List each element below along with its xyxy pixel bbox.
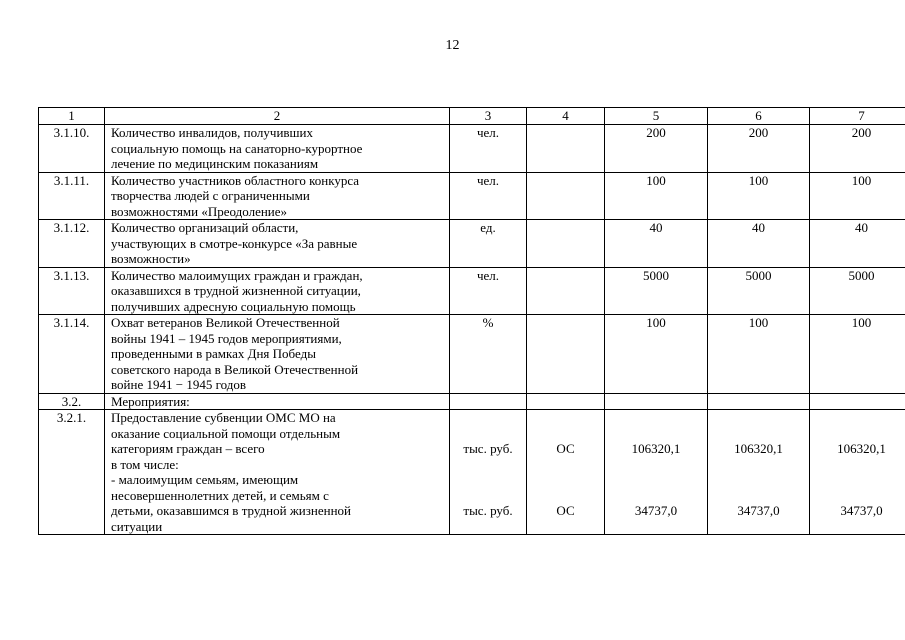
row-value-7: 5000	[810, 267, 905, 315]
row-name-line: участвующих в смотре-конкурсе «За равные	[111, 235, 358, 251]
row-value-6	[708, 410, 810, 535]
row-unit	[450, 393, 527, 410]
row-source	[527, 267, 605, 315]
row-value-7: 200	[810, 125, 905, 173]
row-number: 3.1.14.	[39, 315, 105, 394]
table-header-row	[39, 108, 905, 125]
column-header: 1	[39, 108, 105, 125]
total-value-5: 106320,1	[631, 441, 681, 456]
sub-value-6: 34737,0	[737, 503, 780, 518]
row-unit	[450, 410, 527, 535]
row-number: 3.2.	[39, 393, 105, 410]
row-name	[105, 315, 450, 394]
row-name-line: в том числе:	[111, 456, 179, 472]
row-value-6	[708, 393, 810, 410]
row-name-line: Предоставление субвенции ОМС МО на	[111, 410, 336, 425]
row-source	[527, 393, 605, 410]
table-row	[39, 315, 905, 394]
table-row	[39, 267, 905, 315]
row-name-line: возможности»	[111, 251, 191, 266]
row-name-line: проведенными в рамках Дня Победы	[111, 346, 316, 361]
total-value-6: 106320,1	[734, 441, 783, 456]
row-name	[105, 172, 450, 220]
row-unit: %	[450, 315, 527, 394]
row-value-7: 100	[810, 315, 905, 394]
row-name-line: Количество организаций области,	[111, 220, 299, 235]
row-name-line: лечение по медицинским показаниям	[111, 156, 319, 171]
row-source	[527, 315, 605, 394]
row-number: 3.1.12.	[39, 220, 105, 268]
row-name-line: Охват ветеранов Великой Отечественной	[111, 315, 340, 330]
row-value-7: 40	[810, 220, 905, 268]
row-value-5	[605, 410, 708, 535]
row-name-line: Количество участников областного конкурса	[111, 172, 360, 188]
column-header: 6	[708, 108, 810, 125]
row-name-line: оказание социальной помощи отдельным	[111, 425, 341, 441]
table-row	[39, 220, 905, 268]
row-number: 3.1.10.	[39, 125, 105, 173]
column-header: 2	[105, 108, 450, 125]
row-value-7	[810, 393, 905, 410]
row-name	[105, 220, 450, 268]
row-value-5: 5000	[605, 267, 708, 315]
row-source	[527, 172, 605, 220]
row-name	[105, 393, 450, 410]
row-name-line: творчества людей с ограниченными	[111, 188, 310, 203]
row-name-line: - малоимущим семьям, имеющим	[111, 472, 299, 487]
row-name-line: получивших адресную социальную помощь	[111, 298, 356, 314]
row-name-line: категориям граждан – всего	[111, 441, 265, 456]
row-unit: чел.	[450, 125, 527, 173]
row-name-line: войне 1941 − 1945 годов	[111, 377, 246, 392]
row-source	[527, 220, 605, 268]
row-name-line: войны 1941 – 1945 годов мероприятиями,	[111, 330, 342, 346]
row-name-line: Количество инвалидов, получивших	[111, 125, 314, 140]
row-value-7: 100	[810, 172, 905, 220]
row-name-line: Количество малоимущих граждан и граждан,	[111, 267, 363, 283]
row-value-7	[810, 410, 905, 535]
row-unit: ед.	[450, 220, 527, 268]
total-unit: тыс. руб.	[463, 441, 513, 456]
row-number: 3.1.13.	[39, 267, 105, 315]
row-value-6: 200	[708, 125, 810, 173]
row-value-6: 40	[708, 220, 810, 268]
column-header: 4	[527, 108, 605, 125]
column-header: 3	[450, 108, 527, 125]
table-row	[39, 410, 905, 535]
row-name-line: советского народа в Великой Отечественной	[111, 361, 359, 377]
row-number: 3.1.11.	[39, 172, 105, 220]
row-value-5	[605, 393, 708, 410]
row-name-line: несовершеннолетних детей, и семьям с	[111, 487, 329, 503]
total-value-7: 106320,1	[837, 441, 886, 456]
row-value-5: 100	[605, 315, 708, 394]
column-header: 5	[605, 108, 708, 125]
row-name-line: Мероприятия:	[111, 393, 190, 409]
row-name	[105, 125, 450, 173]
column-header: 7	[810, 108, 905, 125]
sub-value-7: 34737,0	[840, 503, 883, 518]
row-name-line: детьми, оказавшимся в трудной жизненной	[111, 503, 351, 518]
row-value-6: 100	[708, 315, 810, 394]
row-value-6: 5000	[708, 267, 810, 315]
sub-source: ОС	[556, 503, 575, 518]
row-source	[527, 125, 605, 173]
row-name-line: возможностями «Преодоление»	[111, 203, 288, 219]
table-row	[39, 393, 905, 410]
total-source: ОС	[556, 441, 575, 456]
table-row	[39, 125, 905, 173]
row-name-line: ситуации	[111, 518, 163, 534]
row-name-line: социальную помощь на санаторно-курортное	[111, 140, 363, 156]
page-number: 12	[445, 38, 460, 53]
indicators-table	[38, 107, 905, 535]
row-name	[105, 410, 450, 535]
row-unit: чел.	[450, 172, 527, 220]
row-value-5: 100	[605, 172, 708, 220]
row-value-5: 40	[605, 220, 708, 268]
row-value-6: 100	[708, 172, 810, 220]
row-name	[105, 267, 450, 315]
sub-unit: тыс. руб.	[463, 503, 513, 518]
row-source	[527, 410, 605, 535]
table-row	[39, 172, 905, 220]
sub-value-5: 34737,0	[634, 503, 678, 518]
row-name-line: оказавшихся в трудной жизненной ситуации,	[111, 283, 361, 298]
row-value-5: 200	[605, 125, 708, 173]
row-number: 3.2.1.	[39, 410, 105, 535]
row-unit: чел.	[450, 267, 527, 315]
